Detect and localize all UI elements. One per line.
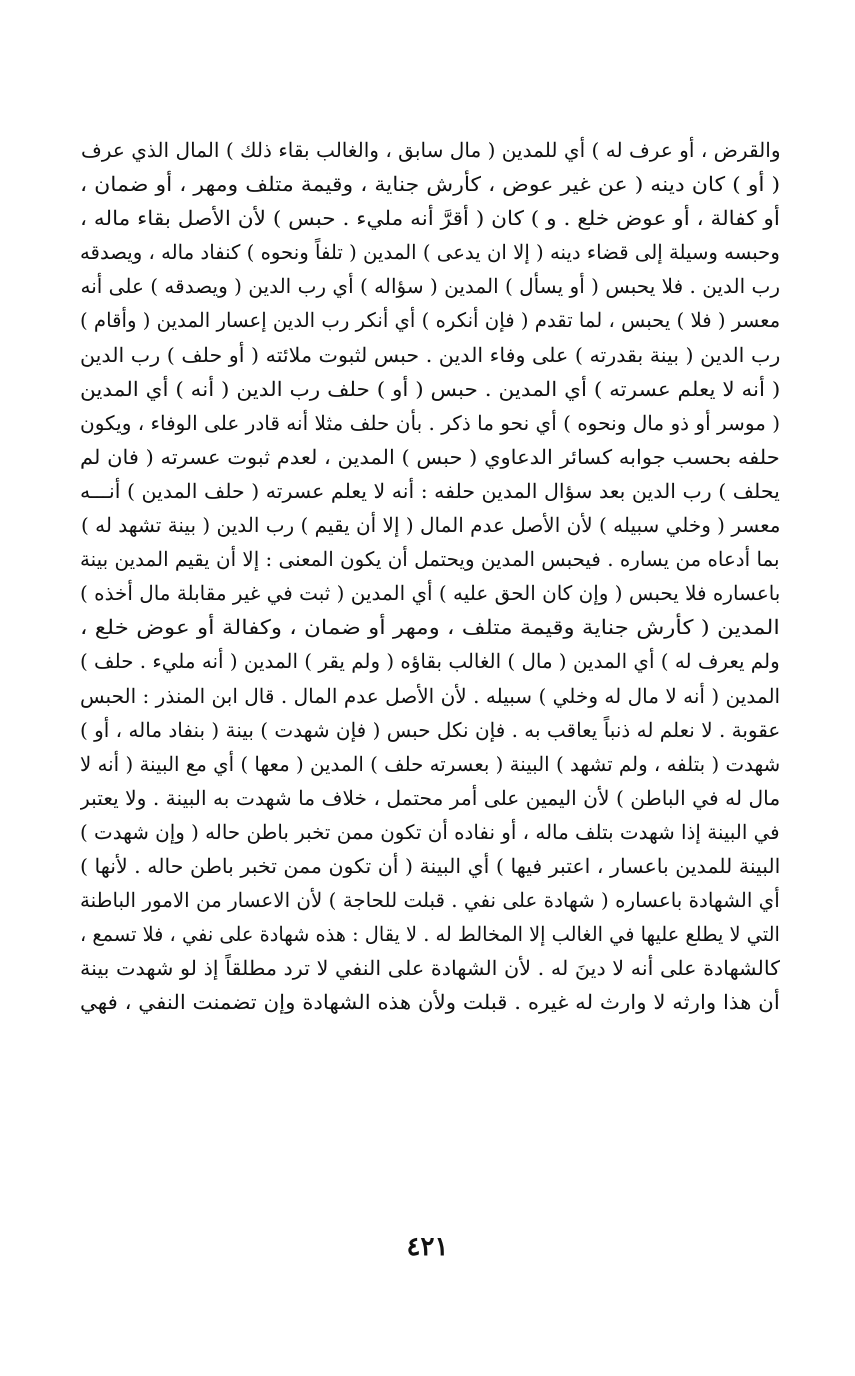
text-line: معسر ( وخلي سبيله ) لأن الأصل عدم المال ( إلا أن يقيم ) رب الدين ( بينة تشهد له ) [80, 513, 780, 538]
text-line: ( أو ) كان دينه ( عن غير عوض ، كأرش جناية ، وقيمة متلف ومهر ، أو ضمان ، [80, 172, 780, 197]
page-number: ٤٢١ [406, 1232, 449, 1262]
text-line: ( أنه لا يعلم عسرته ) أي المدين . حبس ( أو ) حلف رب الدين ( أنه ) أي المدين [80, 376, 780, 401]
text-line: رب الدين ( بينة بقدرته ) على وفاء الدين . حبس لثبوت ملائته ( أو حلف ) رب الدين [80, 342, 780, 367]
text-line: ولم يعرف له ) أي المدين ( مال ) الغالب بقاؤه ( ولم يقر ) المدين ( أنه مليء . حلف ) [80, 649, 780, 674]
text-line: كالشهادة على أنه لا دينَ له . لأن الشهادة على النفي لا ترد مطلقاً إذ لو شهدت بينة [80, 956, 780, 981]
text-line: أن هذا وارثه لا وارث له غيره . قبلت ولأن هذه الشهادة وإن تضمنت النفي ، فهي [80, 990, 780, 1015]
text-line: في البينة إذا شهدت بتلف ماله ، أو نفاده أن تكون ممن تخبر باطن حاله ( وإن شهدت ) [80, 819, 780, 844]
text-line: عقوبة . لا نعلم له ذنباً يعاقب به . فإن نكل حبس ( فإن شهدت ) بينة ( بنفاد ماله ، أو ) [80, 717, 780, 742]
text-line: المدين ( كأرش جناية وقيمة متلف ، ومهر أو ضمان ، وكفالة أو عوض خلع ، [80, 615, 780, 640]
text-line: يحلف ) رب الدين بعد سؤال المدين حلفه : أنه لا يعلم عسرته ( حلف المدين ) أنـــه [80, 478, 780, 503]
text-line: والقرض ، أو عرف له ) أي للمدين ( مال سابق ، والغالب بقاء ذلك ) المال الذي عرف [80, 138, 780, 162]
text-line: معسر ( فلا ) يحبس ، لما تقدم ( فإن أنكره ) أي أنكر رب الدين إعسار المدين ( وأقام ) [80, 308, 780, 333]
text-line: حلفه بحسب جوابه كسائر الدعاوي ( حبس ) المدين ، لعدم ثبوت عسرته ( فان لم [80, 444, 780, 469]
text-line: أو كفالة ، أو عوض خلع . و ) كان ( أقرَّ أنه مليء . حبس ) لأن الأصل بقاء ماله ، [80, 206, 780, 231]
text-line: أي الشهادة باعساره ( شهادة على نفي . قبلت للحاجة ) لأن الاعسار من الامور الباطنة [80, 888, 780, 913]
text-line: المدين ( أنه لا مال له وخلي ) سبيله . لأن الأصل عدم المال . قال ابن المنذر : الحبس [80, 683, 780, 708]
text-line: ( موسر أو ذو مال ونحوه ) أي نحو ما ذكر . بأن حلف مثلا أنه قادر على الوفاء ، ويكون [80, 410, 780, 435]
body-text [80, 133, 780, 1019]
text-line: وحبسه وسيلة إلى قضاء دينه ( إلا ان يدعى ) المدين ( تلفاً ونحوه ) كنفاد ماله ، ويصدقه [80, 240, 780, 265]
text-line: باعساره فلا يحبس ( وإن كان الحق عليه ) أي المدين ( ثبت في غير مقابلة مال أخذه ) [80, 581, 780, 606]
text-line: شهدت ( بتلفه ، ولم تشهد ) البينة ( بعسرته حلف ) المدين ( معها ) أي مع البينة ( أنه لا [80, 751, 780, 776]
text-line: بما أدعاه من يساره . فيحبس المدين ويحتمل أن يكون المعنى : إلا أن يقيم المدين بينة [80, 547, 780, 572]
text-line: البينة للمدين باعسار ، اعتبر فيها ) أي البينة ( أن تكون ممن تخبر باطن حاله . لأنها ) [80, 853, 780, 878]
text-line: رب الدين . فلا يحبس ( أو يسأل ) المدين ( سؤاله ) أي رب الدين ( ويصدقه ) على أنه [80, 274, 780, 299]
text-line: التي لا يطلع عليها في الغالب إلا المخالط له . لا يقال : هذه شهادة على نفي ، فلا تسمع ، [80, 922, 780, 947]
text-line: مال له في الباطن ) لأن اليمين على أمر محتمل ، خلاف ما شهدت به البينة . ولا يعتبر [80, 785, 780, 810]
